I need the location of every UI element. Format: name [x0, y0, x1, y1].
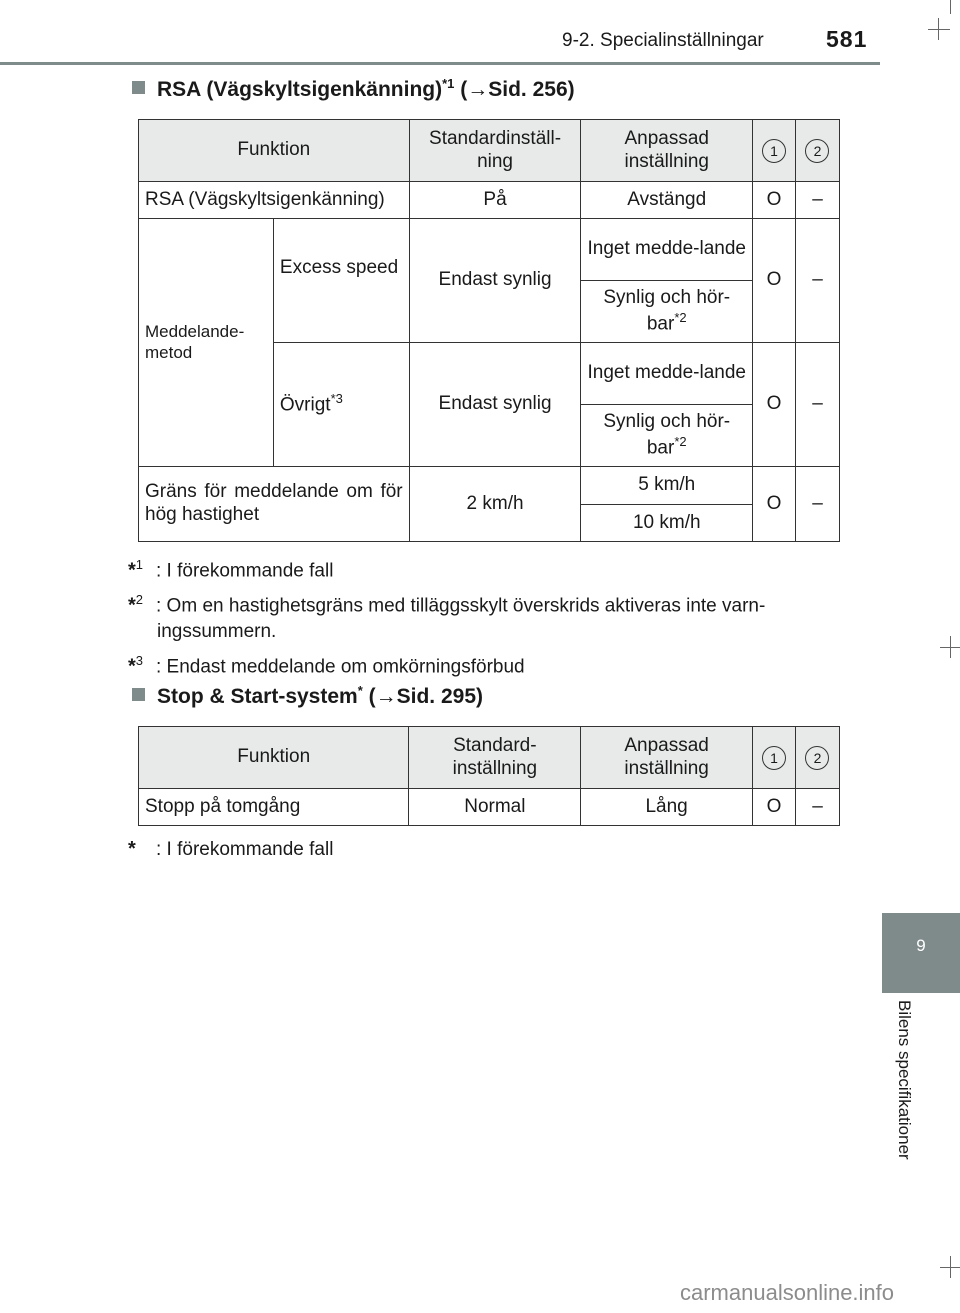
other-custom2: Synlig och hör-bar$^{*2}$	[581, 405, 753, 467]
limit-c1: O	[753, 467, 796, 542]
crop-mark	[940, 647, 960, 648]
footnote-1: *$^1$ : I förekommande fall	[128, 557, 334, 582]
circled-number-icon: 2	[805, 746, 829, 770]
row-c1: O	[753, 789, 796, 826]
limit-label: Gräns för meddelande om för hög hastighet	[139, 467, 410, 542]
rsa-settings-table	[138, 119, 840, 542]
other-label: Övrigt$^{*3}$	[273, 343, 409, 467]
chapter-tab: 9	[882, 913, 960, 993]
crop-mark	[940, 1267, 960, 1268]
heading-page-ref: (→Sid. 295)	[368, 685, 483, 708]
col-header-default: Standard-inställning	[409, 727, 581, 789]
row-c2: –	[795, 789, 839, 826]
col-header-1	[753, 120, 796, 182]
excess-custom2: Synlig och hör-bar$^{*2}$	[581, 281, 753, 343]
col-header-1	[753, 727, 796, 789]
other-c1: O	[753, 343, 796, 467]
table-row	[139, 789, 840, 826]
circled-number-icon: 1	[762, 139, 786, 163]
limit-custom1: 5 km/h	[581, 467, 753, 505]
limit-c2: –	[795, 467, 839, 542]
other-c2: –	[795, 343, 839, 467]
header-section-title: 9-2. Specialinställningar	[562, 30, 764, 51]
watermark: carmanualsonline.info	[680, 1280, 895, 1305]
heading-square-icon	[132, 81, 145, 94]
chapter-tab-label: Bilens specifikationer	[895, 1000, 914, 1160]
row-label: RSA (Vägskyltsigenkänning)	[139, 182, 410, 219]
col-header-custom: Anpassad inställning	[581, 120, 753, 182]
row-default: Normal	[409, 789, 581, 826]
footnote-2: *$^2$ : Om en hastighetsgräns med tilläggsskylt överskrids aktiveras inte varn- ingssummern.	[128, 592, 766, 643]
footnote-3: *$^3$ : Endast meddelande om omkörningsförbud	[128, 653, 525, 678]
row-custom: Lång	[581, 789, 753, 826]
other-custom1: Inget medde-lande	[581, 343, 753, 405]
crop-mark	[950, 0, 951, 14]
excess-c1: O	[753, 219, 796, 343]
heading-title: RSA (Vägskyltsigenkänning)	[157, 78, 443, 101]
row-c1: O	[753, 182, 796, 219]
col-header-default: Standardinställ-ning	[409, 120, 581, 182]
row-custom: Avstängd	[581, 182, 753, 219]
header-rule	[0, 62, 880, 65]
table-row	[139, 182, 840, 219]
table-header-row	[139, 727, 840, 789]
circled-number-icon: 2	[805, 139, 829, 163]
col-header-2	[795, 727, 839, 789]
table-header-row	[139, 120, 840, 182]
table-row	[139, 219, 840, 281]
col-header-custom: Anpassad inställning	[581, 727, 753, 789]
heading-page-ref: (→Sid. 256)	[460, 78, 575, 101]
section-heading-rsa	[132, 76, 575, 102]
col-header-2	[795, 120, 839, 182]
other-default: Endast synlig	[409, 343, 581, 467]
col-header-function: Funktion	[139, 727, 409, 789]
limit-custom2: 10 km/h	[581, 505, 753, 542]
row-c2: –	[795, 182, 839, 219]
col-header-function: Funktion	[139, 120, 410, 182]
heading-footnote-mark: *	[357, 683, 363, 698]
circled-number-icon: 1	[762, 746, 786, 770]
heading-title: Stop & Start-system	[157, 685, 358, 708]
stop-start-settings-table	[138, 726, 840, 826]
crop-mark	[928, 29, 950, 30]
row-label: Stopp på tomgång	[139, 789, 409, 826]
heading-square-icon	[132, 688, 145, 701]
section-heading-stop-start	[132, 683, 483, 709]
method-label: Meddelande-metod	[139, 219, 274, 467]
limit-default: 2 km/h	[409, 467, 581, 542]
excess-label: Excess speed	[273, 219, 409, 343]
row-default: På	[409, 182, 581, 219]
excess-custom1: Inget medde-lande	[581, 219, 753, 281]
excess-c2: –	[795, 219, 839, 343]
excess-default: Endast synlig	[409, 219, 581, 343]
table-row	[139, 467, 840, 505]
footnote-stop-start: * : I förekommande fall	[128, 838, 334, 860]
heading-footnote-mark: *1	[442, 76, 455, 91]
page-number: 581	[826, 26, 868, 52]
